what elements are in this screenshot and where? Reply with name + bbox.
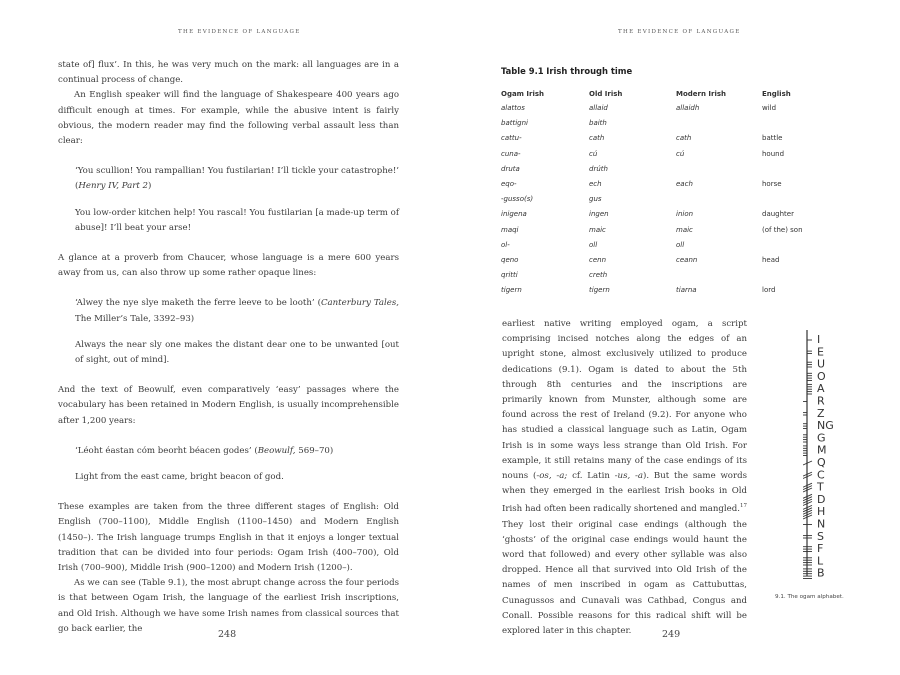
- ogam-alphabet-figure: [803, 330, 873, 580]
- table-cell: [762, 271, 832, 286]
- block-quote-translation: You low-order kitchen help! You rascal! You fustilarian [a made-up term of abuse]! I’ll beat your arse!: [75, 207, 399, 233]
- table-cell: creth: [589, 271, 608, 280]
- page-number: 249: [662, 629, 681, 640]
- table-cell: cú: [589, 149, 598, 158]
- table-cell: allaidh: [676, 104, 700, 112]
- column-header: Ogam Irish: [501, 90, 545, 98]
- table-cell: qritti: [501, 271, 518, 280]
- block-quote: ‘Léoht éastan cóm beorht béacen godes’ (Beowulf, 569–70): [75, 445, 334, 456]
- table-cell: wild: [762, 104, 777, 112]
- table-cell: [762, 119, 832, 134]
- ogam-letter: F: [817, 542, 824, 556]
- table-row: [501, 210, 832, 225]
- table-cell: alattos: [501, 104, 525, 112]
- ogam-letter: E: [817, 345, 824, 359]
- ogam-letter: B: [817, 566, 825, 580]
- block-quote: ‘Alwey the nye slye maketh the ferre leeve to be looth’ (Canterbury Tales, The Miller’s Tale, 3392–93): [75, 298, 399, 324]
- table-cell: tigern: [589, 286, 610, 295]
- table-row: [501, 241, 832, 256]
- table-cell: cuna-: [501, 149, 521, 158]
- ogam-letter: O: [817, 369, 826, 383]
- table-cell: ceann: [676, 255, 698, 264]
- table-cell: gus: [589, 195, 602, 204]
- running-head: THE EVIDENCE OF LANGUAGE: [618, 29, 741, 35]
- ogam-letter: D: [817, 492, 826, 506]
- paragraph: state of] flux’. In this, he was very much on the mark: all languages are in a continual process of change.: [58, 60, 399, 86]
- table-cell: cú: [676, 149, 685, 158]
- ogam-letter: R: [817, 394, 825, 408]
- column-header: Old Irish: [589, 90, 623, 98]
- table-cell: drúth: [589, 164, 608, 173]
- table-cell: cenn: [589, 255, 607, 264]
- table-header-row: [501, 90, 832, 104]
- ogam-letter: N: [817, 517, 826, 531]
- footnote-marker: 17: [740, 503, 747, 510]
- table-cell: [762, 195, 832, 210]
- ogam-letter: I: [817, 333, 821, 346]
- table-cell: tiarna: [676, 286, 697, 295]
- ogam-letter: Z: [817, 406, 825, 420]
- table-row: [501, 226, 832, 241]
- table-cell: [762, 165, 832, 180]
- table-row: [501, 119, 832, 134]
- paragraph: A glance at a proverb from Chaucer, whose language is a mere 600 years away from us, can also throw up some rather opaque lines:: [58, 253, 399, 279]
- table-cell: head: [762, 255, 780, 264]
- table-cell: hound: [762, 149, 785, 158]
- table-cell: [676, 271, 762, 286]
- table-cell: ol-: [501, 240, 510, 249]
- paragraph: These examples are taken from the three different stages of English: Old English (700–1100), Middle English (1100–1450) and Modern English (1450–). The Irish language trumps English in that it enjoys a longer textual tradition that can be divided into four periods: Ogam Irish (400–700), Old Irish (700–900), Middle Irish (900–1200) and Modern Irish (1200–).: [58, 502, 399, 574]
- body-text: [58, 58, 399, 637]
- ogam-letter: U: [817, 357, 826, 371]
- table-row: [501, 286, 832, 301]
- table-cell: inion: [676, 210, 694, 219]
- block-quote: ‘You scullion! You rampallian! You fustilarian! I’ll tickle your catastrophe!’ (Henry IV, Part 2): [75, 166, 399, 192]
- table-cell: [762, 241, 832, 256]
- table-cell: battigni: [501, 119, 528, 128]
- irish-through-time-table: [501, 90, 832, 301]
- table-cell: tigern: [501, 286, 522, 295]
- ogam-letter: T: [817, 480, 824, 494]
- column-header: Modern Irish: [676, 90, 727, 98]
- table-cell: maic: [676, 225, 693, 234]
- ogam-letter: Q: [817, 456, 826, 469]
- table-row: [501, 104, 832, 119]
- ogam-letter: G: [817, 431, 826, 445]
- paragraph: An English speaker will find the language of Shakespeare 400 years ago difficult enough at times. For example, while the abusive intent is fairly obvious, the modern reader may find the following verbal assault less than clear:: [58, 90, 399, 147]
- table-cell: [676, 165, 762, 180]
- figure-caption: 9.1. The ogam alphabet.: [775, 594, 844, 600]
- ogam-letter: S: [817, 529, 824, 543]
- ogam-letter: A: [817, 382, 825, 396]
- ogam-letter-labels: [816, 333, 834, 580]
- table-cell: eqo-: [501, 179, 517, 188]
- body-text: [502, 317, 747, 639]
- paragraph: earliest native writing employed ogam, a script comprising incised notches along the edges of an upright stone, almost exclusively utilized to produce dedications (9.1). Ogam is dated to about the 5th through 8th centuries and the inscriptions are primarily known from Munster, although some are found across the rest of Ireland (9.2). For anyone who has studied a classical language such as Latin, Ogam Irish is in some ways less strange than Old Irish. For example, it still retains many of the case endings of its nouns (-os, -a; cf. Latin -us, -a). But the same words when they emerged in the earliest Irish books in Old Irish had often been radically shortened and mangled.$^{17}$ They lost their original case endings (although the ‘ghosts’ of the original case endings would haunt the word that followed) and every other syllable was also dropped. Hence all that survived into Old Irish of the names of men inscribed in ogam as Cattubuttas, Cunagussos and Cunavali was Cathbad, Congus and Conall. Possible reasons for this radical shift will be explored later in this chapter.: [502, 319, 747, 636]
- table-row: [501, 165, 832, 180]
- table-row: [501, 256, 832, 271]
- table-row: [501, 134, 832, 149]
- table-cell: (of the) son: [762, 225, 803, 234]
- table-cell: horse: [762, 179, 782, 188]
- ogam-letter: M: [817, 443, 827, 457]
- table-cell: battle: [762, 134, 783, 143]
- table-row: [501, 271, 832, 286]
- table-cell: [676, 195, 762, 210]
- table-cell: cath: [589, 134, 605, 143]
- table-cell: inigena: [501, 210, 527, 219]
- table-cell: maic: [589, 225, 606, 234]
- block-quote-translation: Always the near sly one makes the distant dear one to be unwanted [out of sight, out of mind].: [75, 339, 399, 366]
- table-cell: lord: [762, 286, 776, 295]
- table-cell: -gusso(s): [501, 195, 534, 204]
- ogam-letter: NG: [817, 419, 834, 433]
- block-quote-translation: Light from the east came, bright beacon of god.: [75, 472, 284, 483]
- ogam-letter: H: [817, 505, 826, 519]
- table-cell: qeno: [501, 255, 519, 264]
- table-cell: each: [676, 179, 693, 188]
- table-label: Table 9.1: [501, 66, 544, 76]
- table-cell: [676, 119, 762, 134]
- table-cell: oll: [589, 240, 598, 249]
- paragraph: As we can see (Table 9.1), the most abrupt change across the four periods is that between Ogam Irish, the language of the earliest Irish inscriptions, and Old Irish. Although we have some Irish names from classical sources that go back earlier, the: [58, 578, 399, 634]
- table-row: [501, 150, 832, 165]
- ogam-letter: C: [817, 468, 825, 482]
- table-cell: maqi: [501, 225, 519, 234]
- table-cell: druta: [501, 164, 520, 173]
- column-header: English: [762, 90, 791, 98]
- table-cell: allaid: [589, 104, 608, 112]
- running-head: THE EVIDENCE OF LANGUAGE: [178, 29, 301, 35]
- table-cell: oll: [676, 240, 685, 249]
- table-cell: cattu-: [501, 134, 522, 143]
- table-row: [501, 195, 832, 210]
- table-cell: ech: [589, 179, 602, 188]
- table-body: [501, 104, 832, 301]
- table-cell: baith: [589, 119, 607, 128]
- table-caption: Irish through time: [546, 66, 633, 76]
- paragraph: And the text of Beowulf, even comparatively ‘easy’ passages where the vocabulary has been retained in Modern English, is usually incomprehensible after 1,200 years:: [58, 385, 399, 426]
- table-cell: daughter: [762, 210, 794, 219]
- table-row: [501, 180, 832, 195]
- table-cell: cath: [676, 134, 692, 143]
- right-page: [450, 0, 900, 675]
- page-number: 248: [218, 629, 237, 640]
- ogam-letter: L: [817, 554, 824, 568]
- table-cell: ingen: [589, 210, 609, 219]
- table-title: [501, 66, 632, 76]
